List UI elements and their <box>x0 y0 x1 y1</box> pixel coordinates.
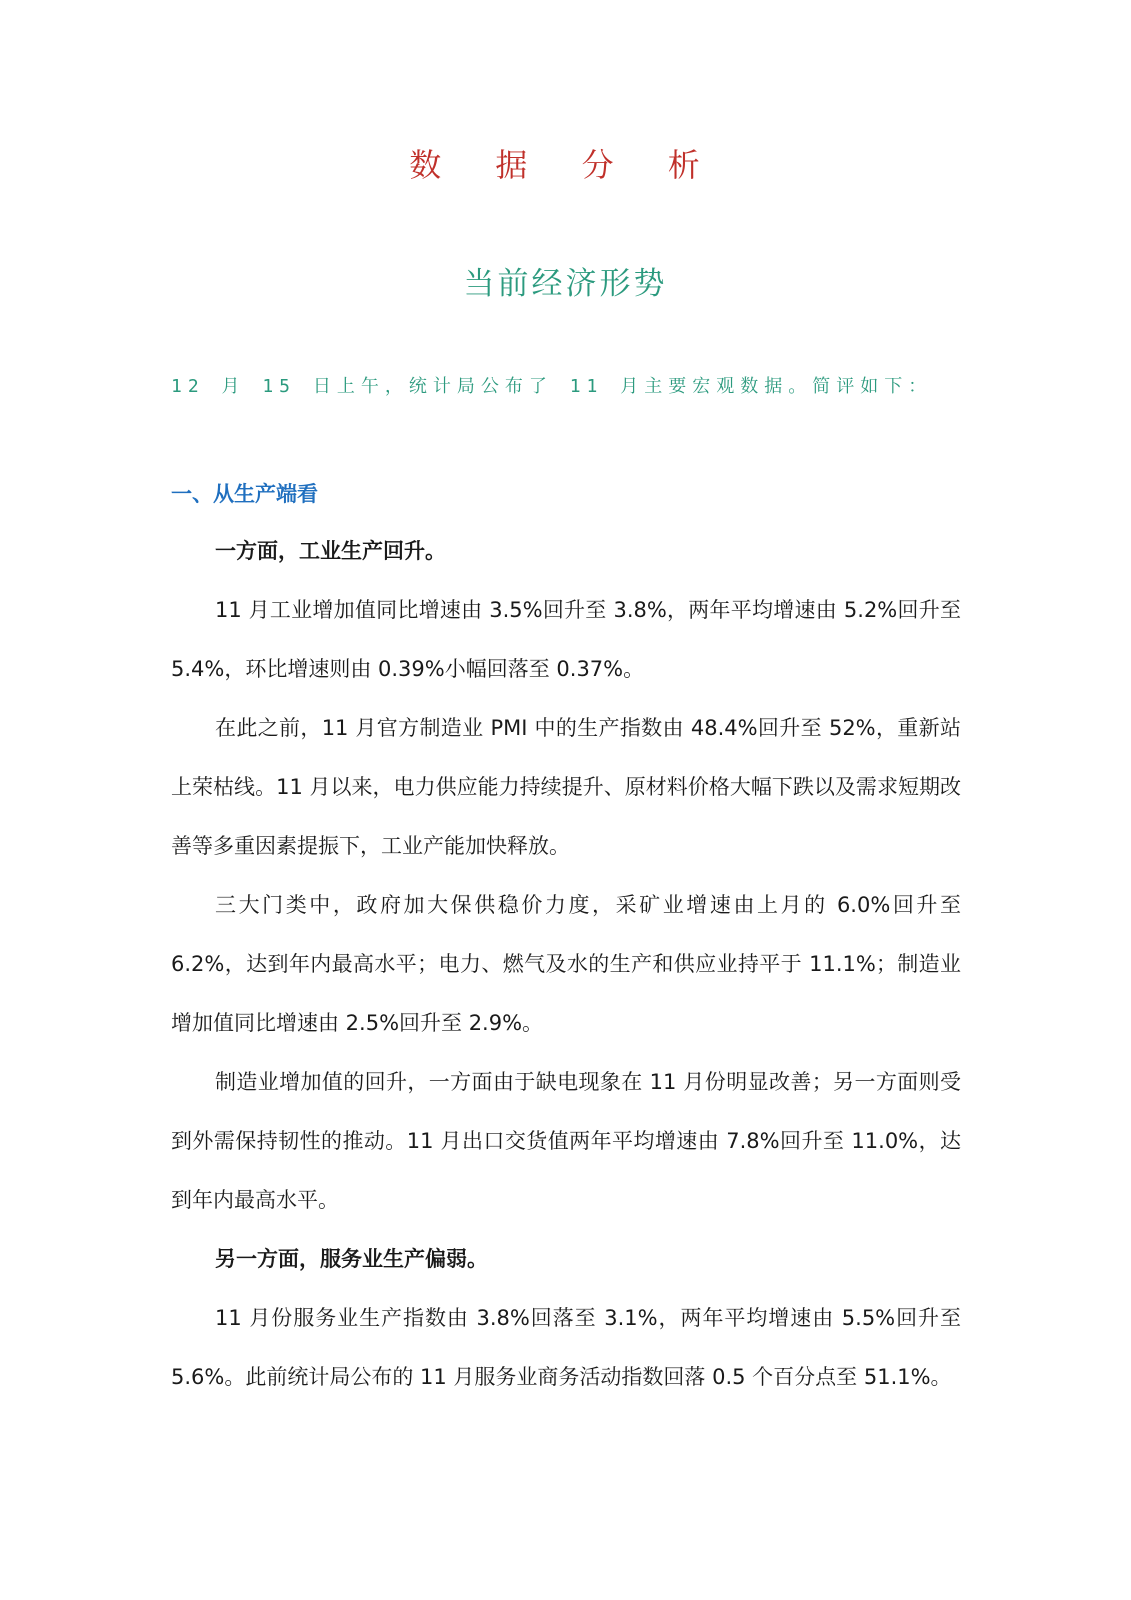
body-paragraph: 11 月工业增加值同比增速由 3.5%回升至 3.8%，两年平均增速由 5.2%回升至 5.4%，环比增速则由 0.39%小幅回落至 0.37%。 <box>171 598 961 681</box>
sub-heading: 另一方面，服务业生产偏弱。 <box>215 1247 488 1271</box>
intro-paragraph: 12 月 15 日上午，统计局公布了 11 月主要宏观数据。简评如下： <box>171 376 933 397</box>
section-heading: 一、从生产端看 <box>171 482 318 506</box>
body-paragraph: 11 月份服务业生产指数由 3.8%回落至 3.1%，两年平均增速由 5.5%回升至 5.6%。此前统计局公布的 11 月服务业商务活动指数回落 0.5 个百分点至 51.1%。 <box>171 1306 961 1389</box>
document-title: 数 据 分 析 <box>409 146 722 184</box>
body-paragraph: 制造业增加值的回升，一方面由于缺电现象在 11 月份明显改善；另一方面则受到外需保持韧性的推动。11 月出口交货值两年平均增速由 7.8%回升至 11.0%，达到年内最高水平。 <box>171 1070 961 1212</box>
body-paragraph: 在此之前，11 月官方制造业 PMI 中的生产指数由 48.4%回升至 52%，重新站上荣枯线。11 月以来，电力供应能力持续提升、原材料价格大幅下跌以及需求短期改善等多重因素提振下，工业产能加快释放。 <box>171 716 961 858</box>
sub-heading: 一方面，工业生产回升。 <box>215 539 446 563</box>
body-paragraph: 三大门类中，政府加大保供稳价力度，采矿业增速由上月的 6.0%回升至 6.2%，达到年内最高水平；电力、燃气及水的生产和供应业持平于 11.1%；制造业增加值同比增速由 2.5%回升至 2.9%。 <box>171 893 961 1035</box>
body-content <box>171 522 961 1407</box>
document-subtitle: 当前经济形势 <box>463 266 668 302</box>
